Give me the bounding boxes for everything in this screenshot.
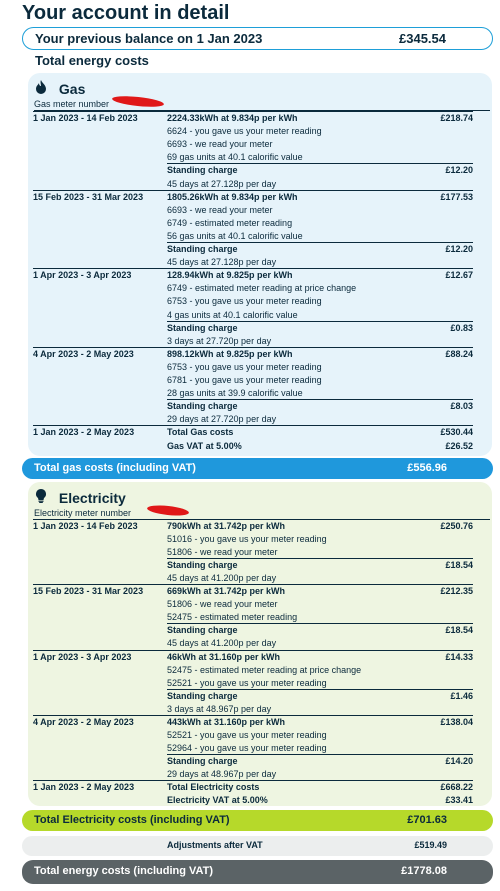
divider xyxy=(167,558,473,559)
description-cell: 6749 - estimated meter reading at price change xyxy=(167,283,357,294)
description-cell: 128.94kWh at 9.825p per kWh xyxy=(167,270,293,281)
description-cell: 52475 - estimated meter reading at price change xyxy=(167,664,362,675)
description-cell: 3 days at 27.720p per day xyxy=(167,335,272,346)
description-cell: 6693 - we read your meter xyxy=(167,204,273,215)
period-cell: 1 Jan 2023 - 14 Feb 2023 xyxy=(33,521,138,531)
gas-heading xyxy=(35,80,85,97)
electricity-total-bar xyxy=(22,810,493,831)
amount-cell: £88.24 xyxy=(445,348,473,359)
grand-total-bar xyxy=(22,860,493,884)
description-cell: Total Gas costs xyxy=(167,427,234,438)
divider xyxy=(33,425,473,426)
divider xyxy=(33,111,473,112)
adjustments-label: Adjustments after VAT xyxy=(167,840,263,850)
description-cell: 3 days at 48.967p per day xyxy=(167,703,272,714)
divider xyxy=(33,347,473,348)
description-cell: Electricity VAT at 5.00% xyxy=(167,795,268,806)
amount-cell: £12.67 xyxy=(445,270,473,281)
period-cell: 1 Apr 2023 - 3 Apr 2023 xyxy=(33,270,132,281)
divider xyxy=(167,623,473,624)
description-cell: 6753 - you gave us your meter reading xyxy=(167,361,322,372)
gas-heading-label: Gas xyxy=(58,81,86,97)
divider xyxy=(33,650,473,651)
divider xyxy=(167,689,473,690)
divider xyxy=(167,754,473,755)
amount-cell: £218.74 xyxy=(440,113,473,123)
amount-cell: £250.76 xyxy=(440,521,473,531)
description-cell: 6781 - you gave us your meter reading xyxy=(167,375,322,385)
description-cell: 4 gas units at 40.1 calorific value xyxy=(167,309,298,320)
description-cell: 6749 - estimated meter reading xyxy=(167,217,293,228)
electricity-meter-number-label: Electricity meter number xyxy=(34,508,132,518)
period-cell: 1 Jan 2023 - 2 May 2023 xyxy=(33,782,135,792)
grand-total-label: Total energy costs (including VAT) xyxy=(34,865,214,877)
electricity-total-label: Total Electricity costs (including VAT) xyxy=(34,814,230,826)
amount-cell: £668.22 xyxy=(440,782,473,792)
divider xyxy=(33,584,473,585)
gas-meter-number-label: Gas meter number xyxy=(34,99,110,109)
description-cell: 52521 - you gave us your meter reading xyxy=(167,729,327,740)
amount-cell: £12.20 xyxy=(445,244,473,254)
divider xyxy=(33,715,473,716)
description-cell: 51806 - we read your meter xyxy=(167,599,278,610)
gas-total-bar xyxy=(22,458,493,479)
electricity-heading xyxy=(35,489,126,506)
description-cell: Standing charge xyxy=(167,755,238,766)
period-cell: 15 Feb 2023 - 31 Mar 2023 xyxy=(33,586,144,597)
description-cell: 45 days at 27.128p per day xyxy=(167,257,277,268)
period-cell: 1 Jan 2023 - 14 Feb 2023 xyxy=(33,113,138,123)
description-cell: Standing charge xyxy=(167,401,238,412)
gas-total-amount: £556.96 xyxy=(407,462,447,474)
amount-cell: £18.54 xyxy=(445,625,473,636)
adjustments-bar xyxy=(22,836,493,856)
description-cell: 6693 - we read your meter xyxy=(167,139,273,150)
description-cell: 45 days at 41.200p per day xyxy=(167,638,277,649)
description-cell: Standing charge xyxy=(167,244,238,254)
description-cell: 29 days at 27.720p per day xyxy=(167,414,277,425)
period-cell: 4 Apr 2023 - 2 May 2023 xyxy=(33,716,134,727)
electricity-heading-label: Electricity xyxy=(58,490,126,506)
amount-cell: £33.41 xyxy=(445,795,473,806)
description-cell: Standing charge xyxy=(167,165,238,176)
page-title: Your account in detail xyxy=(22,2,230,24)
description-cell: 2224.33kWh at 9.834p per kWh xyxy=(167,113,298,123)
description-cell: 443kWh at 31.160p per kWh xyxy=(167,716,286,727)
divider xyxy=(33,190,473,191)
electricity-total-amount: £701.63 xyxy=(407,814,447,826)
description-cell: 669kWh at 31.742p per kWh xyxy=(167,586,286,597)
description-cell: 45 days at 27.128p per day xyxy=(167,178,277,189)
description-cell: 45 days at 41.200p per day xyxy=(167,573,277,584)
description-cell: 52964 - you gave us your meter reading xyxy=(167,742,327,753)
period-cell: 4 Apr 2023 - 2 May 2023 xyxy=(33,348,134,359)
divider xyxy=(167,242,473,243)
description-cell: Standing charge xyxy=(167,690,238,701)
amount-cell: £12.20 xyxy=(445,165,473,176)
amount-cell: £18.54 xyxy=(445,560,473,571)
divider xyxy=(33,780,473,781)
total-energy-costs-heading: Total energy costs xyxy=(35,53,149,68)
amount-cell: £14.20 xyxy=(445,755,473,766)
amount-cell: £138.04 xyxy=(440,716,473,727)
divider xyxy=(167,321,473,322)
description-cell: Standing charge xyxy=(167,322,238,333)
amount-cell: £1.46 xyxy=(450,690,473,701)
divider xyxy=(33,519,473,520)
amount-cell: £26.52 xyxy=(445,440,473,451)
amount-cell: £177.53 xyxy=(440,191,473,202)
description-cell: 898.12kWh at 9.825p per kWh xyxy=(167,348,293,359)
amount-cell: £212.35 xyxy=(440,586,473,597)
description-cell: 790kWh at 31.742p per kWh xyxy=(167,521,286,531)
description-cell: Total Electricity costs xyxy=(167,782,260,792)
description-cell: 51806 - we read your meter xyxy=(167,547,278,558)
amount-cell: £14.33 xyxy=(445,651,473,662)
gas-total-label: Total gas costs (including VAT) xyxy=(34,462,196,474)
description-cell: 1805.26kWh at 9.834p per kWh xyxy=(167,191,298,202)
adjustments-amount: £519.49 xyxy=(414,840,447,850)
amount-cell: £8.03 xyxy=(450,401,473,412)
divider xyxy=(33,268,473,269)
description-cell: 56 gas units at 40.1 calorific value xyxy=(167,230,303,241)
description-cell: 51016 - you gave us your meter reading xyxy=(167,534,327,545)
description-cell: 46kWh at 31.160p per kWh xyxy=(167,651,281,662)
description-cell: 52521 - you gave us your meter reading xyxy=(167,677,327,688)
previous-balance-label: Your previous balance on 1 Jan 2023 xyxy=(35,31,263,46)
description-cell: 6753 - you gave us your meter reading xyxy=(167,296,322,307)
period-cell: 15 Feb 2023 - 31 Mar 2023 xyxy=(33,191,144,202)
description-cell: 29 days at 48.967p per day xyxy=(167,768,277,779)
description-cell: Gas VAT at 5.00% xyxy=(167,440,242,451)
description-cell: 69 gas units at 40.1 calorific value xyxy=(167,152,303,163)
description-cell: 28 gas units at 39.9 calorific value xyxy=(167,388,303,399)
flame-icon xyxy=(35,80,49,97)
grand-total-amount: £1778.08 xyxy=(401,865,447,877)
period-cell: 1 Jan 2023 - 2 May 2023 xyxy=(33,427,135,438)
divider xyxy=(167,399,473,400)
description-cell: 52475 - estimated meter reading xyxy=(167,612,298,623)
divider xyxy=(167,163,473,164)
lightbulb-icon xyxy=(35,489,49,506)
previous-balance-amount: £345.54 xyxy=(399,31,446,46)
amount-cell: £0.83 xyxy=(450,322,473,333)
amount-cell: £530.44 xyxy=(440,427,473,438)
description-cell: Standing charge xyxy=(167,560,238,571)
description-cell: Standing charge xyxy=(167,625,238,636)
previous-balance-box xyxy=(22,27,493,50)
description-cell: 6624 - you gave us your meter reading xyxy=(167,126,322,137)
period-cell: 1 Apr 2023 - 3 Apr 2023 xyxy=(33,651,132,662)
